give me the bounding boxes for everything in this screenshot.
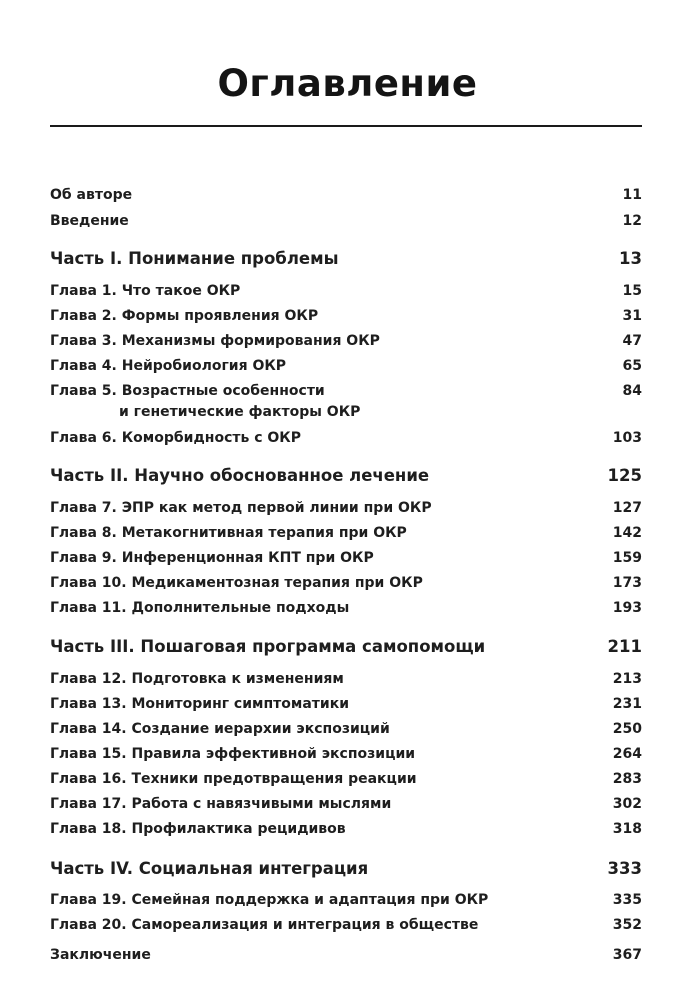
toc-part-label: Часть IV. Социальная интеграция [50, 859, 369, 878]
toc-part-page: 211 [607, 637, 642, 656]
toc-entry-label: Глава 8. Метакогнитивная терапия при ОКР [50, 525, 407, 541]
toc-entry-label: Глава 10. Медикаментозная терапия при ОКР [50, 575, 423, 591]
toc-part-label: Часть I. Понимание проблемы [50, 249, 339, 268]
toc-entry-label: Глава 3. Механизмы формирования ОКР [50, 333, 380, 349]
toc-entry-ch16[interactable] [50, 771, 642, 787]
toc-entry-label: Глава 20. Самореализация и интеграция в обществе [50, 917, 479, 933]
toc-part-label: Часть III. Пошаговая программа самопомощи [50, 637, 486, 656]
toc-entry-intro[interactable] [50, 213, 642, 229]
toc-entry-page: 103 [612, 430, 642, 446]
toc-entry-ch3[interactable] [50, 333, 642, 349]
toc-entry-label: Глава 9. Инференционная КПТ при ОКР [50, 550, 374, 566]
toc-entry-label: Заключение [50, 947, 151, 963]
toc-entry-page: 127 [612, 500, 642, 516]
toc-entry-ch11[interactable] [50, 600, 642, 616]
toc-entry-label: Глава 19. Семейная поддержка и адаптация при ОКР [50, 892, 489, 908]
toc-entry-page: 264 [612, 746, 642, 762]
toc-entry-ch4[interactable] [50, 358, 642, 374]
toc-entry-page: 12 [622, 213, 642, 229]
toc-entry-label: Глава 4. Нейробиология ОКР [50, 358, 287, 374]
toc-entry-label: Глава 14. Создание иерархии экспозиций [50, 721, 390, 737]
toc-entry-page: 159 [612, 550, 642, 566]
toc-part-3[interactable] [50, 637, 642, 656]
toc-entry-label-block [50, 381, 360, 423]
toc-entry-page: 250 [612, 721, 642, 737]
toc-entry-label-continuation: и генетические факторы ОКР [119, 404, 361, 420]
toc-part-page: 125 [607, 466, 642, 485]
toc-entry-ch18[interactable] [50, 821, 642, 837]
toc-entry-ch19[interactable] [50, 892, 642, 908]
toc-entry-about[interactable] [50, 187, 642, 203]
toc-part-2[interactable] [50, 466, 642, 485]
toc-entry-label: Глава 12. Подготовка к изменениям [50, 671, 344, 687]
toc-entry-ch10[interactable] [50, 575, 642, 591]
toc-entry-page: 283 [612, 771, 642, 787]
toc-entry-page: 302 [612, 796, 642, 812]
toc-entry-label: Глава 16. Техники предотвращения реакции [50, 771, 417, 787]
toc-entry-ch9[interactable] [50, 550, 642, 566]
toc-entry-label: Глава 17. Работа с навязчивыми мыслями [50, 796, 392, 812]
toc-entry-ch20[interactable] [50, 917, 642, 933]
toc-entry-page: 335 [612, 892, 642, 908]
toc-entry-page: 367 [612, 947, 642, 963]
toc-part-1[interactable] [50, 249, 642, 268]
toc-entry-ch12[interactable] [50, 671, 642, 687]
toc-entry-label: Глава 13. Мониторинг симптоматики [50, 696, 350, 712]
toc-entry-page: 142 [612, 525, 642, 541]
toc-part-page: 13 [619, 249, 642, 268]
page-title: Оглавление [217, 62, 478, 105]
toc-entry-ch14[interactable] [50, 721, 642, 737]
toc-entry-conclusion[interactable] [50, 947, 642, 963]
toc-entry-label: Глава 11. Дополнительные подходы [50, 600, 350, 616]
toc-entry-page: 173 [612, 575, 642, 591]
toc-entry-page: 47 [622, 333, 642, 349]
title-divider [50, 125, 642, 127]
toc-entry-page: 231 [612, 696, 642, 712]
toc-entry-ch7[interactable] [50, 500, 642, 516]
toc-entry-label: Об авторе [50, 187, 133, 203]
toc-entry-ch17[interactable] [50, 796, 642, 812]
toc-entry-page: 213 [612, 671, 642, 687]
toc-entry-page: 84 [622, 383, 642, 399]
toc-entry-page: 31 [622, 308, 642, 324]
toc-entry-page: 11 [622, 187, 642, 203]
toc-entry-label: Глава 7. ЭПР как метод первой линии при ОКР [50, 500, 432, 516]
toc-entry-label: Введение [50, 213, 129, 229]
toc-entry-label: Глава 18. Профилактика рецидивов [50, 821, 346, 837]
toc-entry-label: Глава 2. Формы проявления ОКР [50, 308, 319, 324]
toc-entry-page: 318 [612, 821, 642, 837]
toc-entry-page: 193 [612, 600, 642, 616]
toc-entry-label: Глава 15. Правила эффективной экспозиции [50, 746, 416, 762]
toc-entry-ch13[interactable] [50, 696, 642, 712]
toc-entry-ch2[interactable] [50, 308, 642, 324]
toc-entry-label: Глава 1. Что такое ОКР [50, 283, 241, 299]
toc-entry-page: 352 [612, 917, 642, 933]
toc-entry-page: 65 [622, 358, 642, 374]
toc-part-4[interactable] [50, 859, 642, 878]
toc-entry-page: 15 [622, 283, 642, 299]
toc-part-label: Часть II. Научно обоснованное лечение [50, 466, 430, 485]
toc-entry-label: Глава 6. Коморбидность с ОКР [50, 430, 301, 446]
toc-entry-label: Глава 5. Возрастные особенности [50, 383, 325, 399]
toc-entry-ch6[interactable] [50, 430, 642, 446]
toc-part-page: 333 [607, 859, 642, 878]
toc-entry-ch5[interactable] [50, 381, 642, 423]
toc-entry-ch15[interactable] [50, 746, 642, 762]
toc-entry-ch1[interactable] [50, 283, 642, 299]
toc-entry-ch8[interactable] [50, 525, 642, 541]
